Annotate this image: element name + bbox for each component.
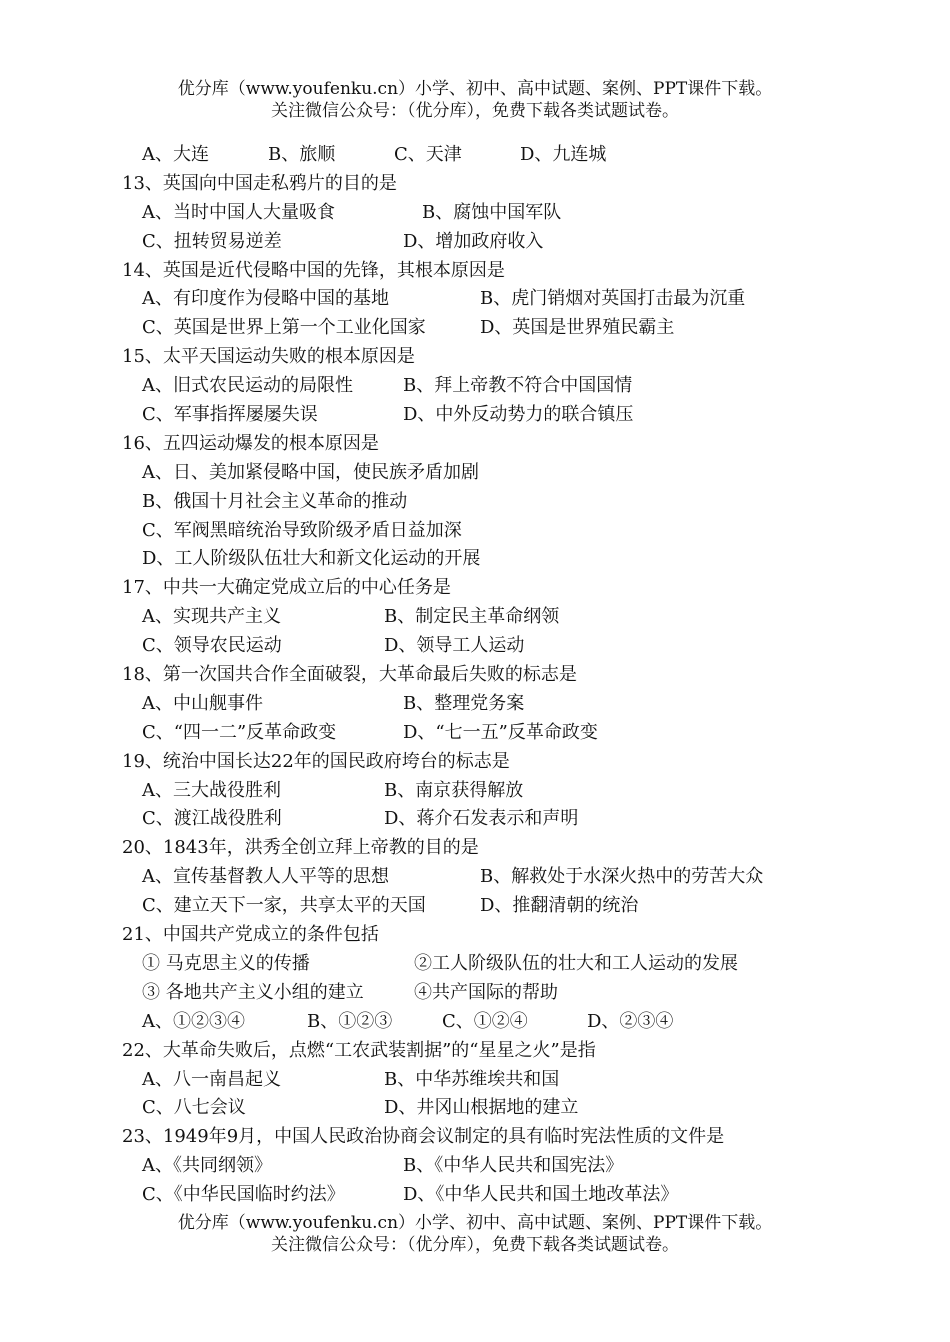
q23-option-d: D、《中华人民共和国土地改革法》 xyxy=(403,1184,679,1206)
q16-option-c: C、军阀黑暗统治导致阶级矛盾日益加深 xyxy=(142,519,462,541)
q22-option-d: D、井冈山根据地的建立 xyxy=(384,1097,579,1119)
page-footer xyxy=(0,1212,950,1256)
page-header xyxy=(0,78,950,122)
q16-option-a: A、日、美加紧侵略中国，使民族矛盾加剧 xyxy=(142,461,479,483)
q20-option-a: A、宣传基督教人人平等的思想 xyxy=(142,866,389,888)
q15-options-row-2 xyxy=(122,401,822,430)
q15-option-c: C、军事指挥屡屡失误 xyxy=(142,404,318,426)
q20-option-d: D、推翻清朝的统治 xyxy=(480,895,639,917)
q12-option-a: A、大连 xyxy=(142,144,209,165)
q17-options-row-1 xyxy=(122,603,822,632)
q23-option-a: A、《共同纲领》 xyxy=(142,1155,272,1177)
q19-options-row-2 xyxy=(122,805,822,834)
q18-option-a: A、中山舰事件 xyxy=(142,692,263,714)
q13-option-a: A、当时中国人大量吸食 xyxy=(142,201,335,223)
q21-stem: 21、中国共产党成立的条件包括 xyxy=(122,924,379,946)
q19-option-d: D、蒋介石发表示和声明 xyxy=(384,808,579,830)
q19-option-b: B、南京获得解放 xyxy=(384,779,524,801)
q21-option-b: B、①②③ xyxy=(307,1010,393,1032)
q13-options-row-1 xyxy=(122,199,822,228)
q21-options xyxy=(122,1008,822,1037)
q15-option-d: D、中外反动势力的联合镇压 xyxy=(403,404,634,426)
q21-option-c: C、①②④ xyxy=(442,1010,528,1032)
q19-option-c: C、渡江战役胜利 xyxy=(142,808,282,830)
q23-option-c: C、《中华民国临时约法》 xyxy=(142,1184,345,1206)
q20-option-c: C、建立天下一家，共享太平的天国 xyxy=(142,895,426,917)
q21-statements-row-1 xyxy=(122,950,822,979)
q22-option-c: C、八七会议 xyxy=(142,1097,246,1119)
q19-stem: 19、统治中国长达22年的国民政府垮台的标志是 xyxy=(122,750,510,772)
q18-option-d: D、“七一五”反革命政变 xyxy=(403,721,598,743)
q21-option-a: A、①②③④ xyxy=(142,1010,245,1032)
q13-options-row-2 xyxy=(122,228,822,257)
q19-options-row-1 xyxy=(122,777,822,806)
q19-option-a: A、三大战役胜利 xyxy=(142,779,281,801)
q22-option-b: B、中华苏维埃共和国 xyxy=(384,1068,560,1090)
q17-option-b: B、制定民主革命纲领 xyxy=(384,606,560,628)
q18-options-row-2 xyxy=(122,719,822,748)
q15-option-b: B、拜上帝教不符合中国国情 xyxy=(403,375,633,397)
q21-statements-row-2 xyxy=(122,979,822,1008)
q13-option-b: B、腐蚀中国军队 xyxy=(422,201,562,223)
q21-option-d: D、②③④ xyxy=(587,1010,674,1032)
q13-stem: 13、英国向中国走私鸦片的目的是 xyxy=(122,172,397,194)
q20-options-row-1 xyxy=(122,863,822,892)
q21-statement-2: ②工人阶级队伍的壮大和工人运动的发展 xyxy=(414,952,738,974)
q14-option-d: D、英国是世界殖民霸主 xyxy=(480,317,675,339)
question-list xyxy=(122,141,822,1210)
q22-options-row-2 xyxy=(122,1094,822,1123)
q20-option-b: B、解救处于水深火热中的劳苦大众 xyxy=(480,866,764,888)
q21-statement-3: ③ 各地共产主义小组的建立 xyxy=(142,981,364,1003)
q15-options-row-1 xyxy=(122,372,822,401)
q20-options-row-2 xyxy=(122,892,822,921)
q16-option-d: D、工人阶级队伍壮大和新文化运动的开展 xyxy=(142,548,481,570)
q22-option-a: A、八一南昌起义 xyxy=(142,1068,281,1090)
q22-options-row-1 xyxy=(122,1066,822,1095)
q20-stem: 20、1843年，洪秀全创立拜上帝教的目的是 xyxy=(122,837,479,859)
q23-options-row-2 xyxy=(122,1181,822,1210)
q14-option-c: C、英国是世界上第一个工业化国家 xyxy=(142,317,426,339)
q13-option-d: D、增加政府收入 xyxy=(403,230,544,252)
q14-options-row-1 xyxy=(122,285,822,314)
q13-option-c: C、扭转贸易逆差 xyxy=(142,230,282,252)
q23-options-row-1 xyxy=(122,1152,822,1181)
q17-option-a: A、实现共产主义 xyxy=(142,606,281,628)
q14-option-b: B、虎门销烟对英国打击最为沉重 xyxy=(480,288,746,310)
q16-stem: 16、五四运动爆发的根本原因是 xyxy=(122,432,379,454)
q15-option-a: A、旧式农民运动的局限性 xyxy=(142,375,353,397)
q14-option-a: A、有印度作为侵略中国的基地 xyxy=(142,288,389,310)
q23-stem: 23、1949年9月，中国人民政治协商会议制定的具有临时宪法性质的文件是 xyxy=(122,1126,725,1148)
header-line-1: 优分库（www.youfenku.cn）小学、初中、高中试题、案例、PPT课件下载。 xyxy=(177,79,773,99)
q12-option-d: D、九连城 xyxy=(520,144,607,165)
q17-option-c: C、领导农民运动 xyxy=(142,635,282,657)
footer-line-2: 关注微信公众号：（优分库），免费下载各类试题试卷。 xyxy=(271,1235,679,1255)
q18-options-row-1 xyxy=(122,690,822,719)
q18-stem: 18、第一次国共合作全面破裂，大革命最后失败的标志是 xyxy=(122,664,577,686)
q18-option-b: B、整理党务案 xyxy=(403,692,525,714)
q17-options-row-2 xyxy=(122,632,822,661)
q12-option-b: B、旅顺 xyxy=(268,144,336,165)
q12-options xyxy=(122,141,822,170)
footer-line-1: 优分库（www.youfenku.cn）小学、初中、高中试题、案例、PPT课件下载。 xyxy=(177,1213,773,1233)
q23-option-b: B、《中华人民共和国宪法》 xyxy=(403,1155,624,1177)
q17-stem: 17、中共一大确定党成立后的中心任务是 xyxy=(122,577,451,599)
q17-option-d: D、领导工人运动 xyxy=(384,635,525,657)
q15-stem: 15、太平天国运动失败的根本原因是 xyxy=(122,346,415,368)
q21-statement-1: ① 马克思主义的传播 xyxy=(142,952,310,974)
q14-stem: 14、英国是近代侵略中国的先锋，其根本原因是 xyxy=(122,259,505,281)
q22-stem: 22、大革命失败后，点燃“工农武装割据”的“星星之火”是指 xyxy=(122,1039,596,1061)
q18-option-c: C、“四一二”反革命政变 xyxy=(142,721,337,743)
q21-statement-4: ④共产国际的帮助 xyxy=(414,981,558,1003)
q16-option-b: B、俄国十月社会主义革命的推动 xyxy=(142,490,408,512)
q14-options-row-2 xyxy=(122,314,822,343)
q12-option-c: C、天津 xyxy=(394,144,462,165)
header-line-2: 关注微信公众号：（优分库），免费下载各类试题试卷。 xyxy=(271,101,679,121)
